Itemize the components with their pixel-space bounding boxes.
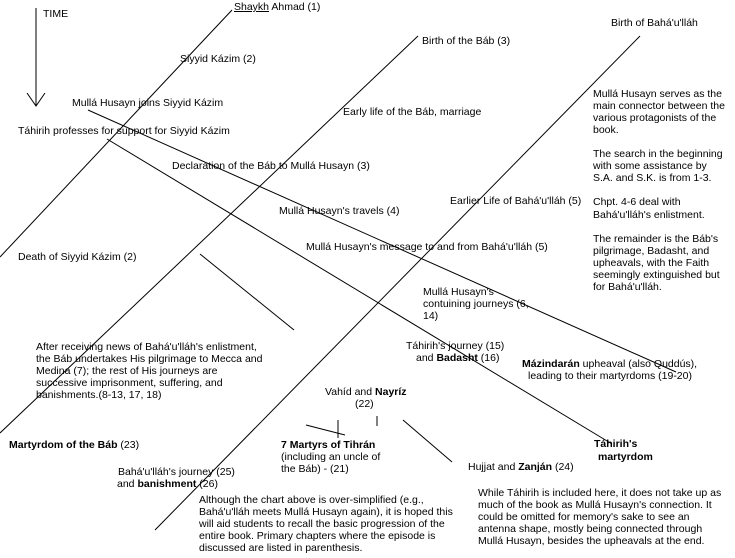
banishment-post: (26) — [196, 478, 218, 490]
early-life-bab-label: Early life of the Báb, marriage — [343, 106, 482, 118]
bahaullah-journey-label: Bahá'u'lláh's journey (25) — [118, 466, 235, 478]
tahirih-martyrdom-line1: Táhirih's — [594, 438, 638, 450]
zanjan-word: Zanján — [518, 461, 553, 473]
note-tahirih-included: While Táhirih is included here, it does not take up as much of the book as Mullá Husayn's connection. It could be omitted for memory's sake to see an antenna shape, mostly being connected through Mullá Husayn, besides the upheavals at the end. — [478, 487, 722, 548]
time-label: TIME — [43, 8, 69, 20]
vahid-nayriz-label — [325, 386, 407, 398]
note-chapters: Chpt. 4-6 deal with Bahá'u'lláh's enlistment. — [593, 196, 705, 221]
shaykh-word: Shaykh — [234, 1, 270, 13]
shaykh-ahmad-label — [234, 1, 320, 13]
shaykh-rest: Ahmad (1) — [269, 1, 321, 13]
seven-martyrs-sub: (including an uncle of the Báb) - (21) — [281, 451, 381, 476]
hujjat-pre: Hujjat and — [468, 461, 519, 473]
earlier-life-bahaullah-label: Earlier Life of Bahá'u'lláh (5) — [450, 195, 582, 207]
hujjat-zanjan-label — [468, 461, 574, 473]
badasht-label — [416, 352, 499, 364]
martyrdom-bab-word: Martyrdom of the Báb — [9, 439, 118, 451]
nayriz-word: Nayríz — [375, 386, 407, 398]
badasht-word: Badasht — [436, 352, 478, 364]
hujjat-line — [403, 420, 452, 462]
note-husayn-connector: Mullá Husayn serves as the main connector between the various protagonists of the book. — [593, 88, 725, 137]
martyrdom-bab-num: (23) — [117, 439, 140, 451]
birth-bahaullah-label: Birth of Bahá'u'lláh — [611, 17, 698, 29]
husayn-message-label: Mullá Husayn's message to and from Bahá'u'lláh (5) — [306, 241, 548, 253]
zanjan-post: (24) — [552, 461, 574, 473]
vahid-num: (22) — [355, 398, 374, 410]
note-search: The search in the beginning with some assistance by S.A. and S.K. is from 1-3. — [593, 148, 723, 185]
banishment-pre: and — [117, 478, 138, 490]
husayn-travels-label: Mullá Husayn's travels (4) — [279, 205, 400, 217]
note-remainder: The remainder is the Báb's pilgrimage, Badasht, and upheavals, with the Faith seemingly extinguished but for Bahá'u'lláh. — [593, 232, 720, 293]
declaration-label: Declaration of the Báb to Mullá Husayn (3) — [172, 160, 370, 172]
badasht-pre: and — [416, 352, 437, 364]
banishment-word: banishment — [137, 478, 197, 490]
husayn-continuing-label: Mullá Husayn's contuining journeys (6, 14) — [423, 286, 529, 323]
death-kazim-label: Death of Siyyid Kázim (2) — [18, 251, 137, 263]
mazindaran-word: Mázindarán — [522, 358, 580, 370]
mazindaran-label — [522, 358, 697, 370]
tahirih-martyrdom-line2: martyrdom — [598, 451, 653, 463]
mazindaran-post: upheaval (also Quddús), — [579, 358, 698, 370]
husayn-joins-label: Mullá Husayn joins Siyyid Kázim — [72, 97, 224, 109]
tahirih-journey-label: Táhirih's journey (15) — [406, 340, 505, 352]
side-notes — [593, 88, 727, 293]
seven-martyrs-label: 7 Martyrs of Tihrán — [281, 439, 376, 451]
birth-bab-label: Birth of the Báb (3) — [422, 35, 511, 47]
tihran-line — [306, 425, 345, 435]
mazindaran-line2: leading to their martyrdoms (19-20) — [528, 370, 692, 382]
bab-journeys-line — [200, 254, 294, 330]
kazim-label: Siyyid Kázim (2) — [180, 53, 256, 65]
note-after-receiving: After receiving news of Bahá'u'lláh's enlistment, the Báb undertakes His pilgrimage to Mecca and Medina (7); the rest of His journeys are successive imprisonment, suffering, and banishments.(8-13, 17, 18) — [36, 341, 263, 402]
tahirih-professes-label: Táhirih professes for support for Siyyid Kázim — [18, 125, 230, 137]
vahid-pre: Vahíd and — [325, 386, 376, 398]
note-oversimplified: Although the chart above is over-simplified (e.g., Bahá'u'lláh meets Mullá Husayn again), it is hoped this will aid students to recall the basic progression of the entire book. Primary chapters where the episode is discussed are listed in parenthesis. — [199, 494, 453, 555]
martyrdom-bab-label — [9, 439, 139, 451]
banishment-label — [117, 478, 218, 490]
badasht-post: (16) — [477, 352, 500, 364]
